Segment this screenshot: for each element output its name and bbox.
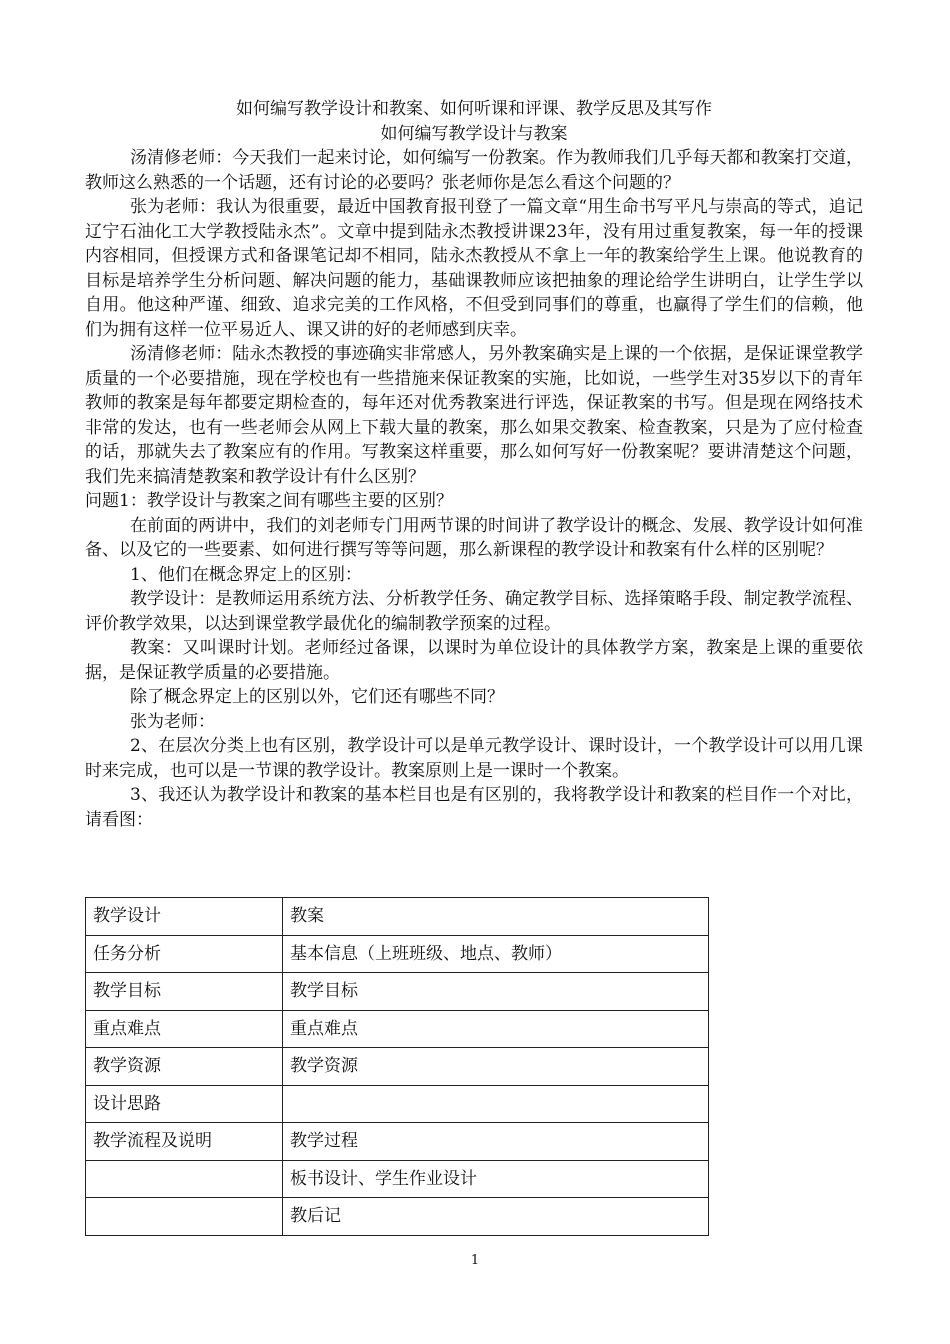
table-cell: 重点难点	[86, 1010, 283, 1048]
table-cell: 教学流程及说明	[86, 1123, 283, 1161]
paragraph: 1、他们在概念界定上的区别：	[130, 564, 362, 585]
document-title: 如何编写教学设计和教案、如何听课和评课、教学反思及其写作	[236, 99, 712, 119]
table-cell: 基本信息（上班班级、地点、教师）	[283, 935, 709, 973]
table-cell	[283, 1085, 709, 1123]
paragraph: 张为老师：	[130, 711, 215, 732]
table-cell: 教学设计	[86, 898, 283, 936]
table-cell	[86, 1198, 283, 1236]
table-row	[86, 898, 709, 936]
paragraph: 在前面的两讲中，我们的刘老师专门用两节课的时间讲了教学设计的概念、发展、教学设计如何准备、以及它的一些要素、如何进行撰写等等问题，那么新课程的教学设计和教案有什么样的区别呢？	[85, 515, 863, 560]
table-cell: 教学目标	[86, 973, 283, 1011]
comparison-table	[85, 897, 709, 1236]
paragraph: 汤清修老师：今天我们一起来讨论，如何编写一份教案。作为教师我们几乎每天都和教案打交道，教师这么熟悉的一个话题，还有讨论的必要吗？张老师你是怎么看这个问题的？	[85, 148, 863, 193]
table-row	[86, 935, 709, 973]
table-cell: 教后记	[283, 1198, 709, 1236]
table-cell: 板书设计、学生作业设计	[283, 1160, 709, 1198]
table-row	[86, 1160, 709, 1198]
table-cell: 教学资源	[283, 1048, 709, 1086]
paragraph: 3、我还认为教学设计和教案的基本栏目也是有区别的，我将教学设计和教案的栏目作一个对比，请看图：	[85, 785, 863, 830]
table-row	[86, 1085, 709, 1123]
table-row	[86, 1048, 709, 1086]
table-cell: 设计思路	[86, 1085, 283, 1123]
section-title: 如何编写教学设计与教案	[380, 123, 568, 144]
table-row	[86, 1010, 709, 1048]
table-cell	[86, 1160, 283, 1198]
paragraph: 教学设计：是教师运用系统方法、分析教学任务、确定教学目标、选择策略手段、制定教学流程、评价教学效果，以达到课堂教学最优化的编制教学预案的过程。	[85, 589, 863, 634]
table-row	[86, 1123, 709, 1161]
table-cell: 教学目标	[283, 973, 709, 1011]
table-cell: 教学资源	[86, 1048, 283, 1086]
page-number: 1	[470, 1253, 480, 1268]
table-row	[86, 973, 709, 1011]
table-cell: 重点难点	[283, 1010, 709, 1048]
paragraph: 2、在层次分类上也有区别，教学设计可以是单元教学设计、课时设计，一个教学设计可以用几课时来完成，也可以是一节课的教学设计。教案原则上是一课时一个教案。	[85, 736, 863, 781]
table-cell: 任务分析	[86, 935, 283, 973]
paragraph: 除了概念界定上的区别以外，它们还有哪些不同？	[130, 687, 504, 707]
table-cell: 教学过程	[283, 1123, 709, 1161]
question-heading: 问题1：教学设计与教案之间有哪些主要的区别？	[85, 491, 453, 511]
paragraph: 教案：又叫课时计划。老师经过备课，以课时为单位设计的具体教学方案，教案是上课的重要依据，是保证教学质量的必要措施。	[85, 638, 863, 683]
table-cell: 教案	[283, 898, 709, 936]
document-body	[85, 97, 863, 832]
table-row	[86, 1198, 709, 1236]
paragraph: 汤清修老师：陆永杰教授的事迹确实非常感人，另外教案确实是上课的一个依据，是保证课堂教学质量的一个必要措施，现在学校也有一些措施来保证教案的实施，比如说，一些学生对35岁以下的青年教师的教案是每年都要定期检查的，每年还对优秀教案进行评选，保证教案的书写。但是现在网络技术非常的发达，也有一些老师会从网上下载大量的教案，那么如果交教案、检查教案，只是为了应付检查的话，那就失去了教案应有的作用。写教案这样重要，那么如何写好一份教案呢？要讲清楚这个问题，我们先来搞清楚教案和教学设计有什么区别？	[85, 344, 863, 487]
paragraph: 张为老师：我认为很重要，最近中国教育报刊登了一篇文章“用生命书写平凡与崇高的等式，追记辽宁石油化工大学教授陆永杰”。文章中提到陆永杰教授讲课23年，没有用过重复教案，每一年的授课内容相同，但授课方式和备课笔记却不相同，陆永杰教授从不拿上一年的教案给学生上课。他说教育的目标是培养学生分析问题、解决问题的能力，基础课教师应该把抽象的理论给学生讲明白，让学生学以自用。他这种严谨、细致、追求完美的工作风格，不但受到同事们的尊重，也赢得了学生们的信赖，他们为拥有这样一位平易近人、课又讲的好的老师感到庆幸。	[85, 197, 863, 340]
